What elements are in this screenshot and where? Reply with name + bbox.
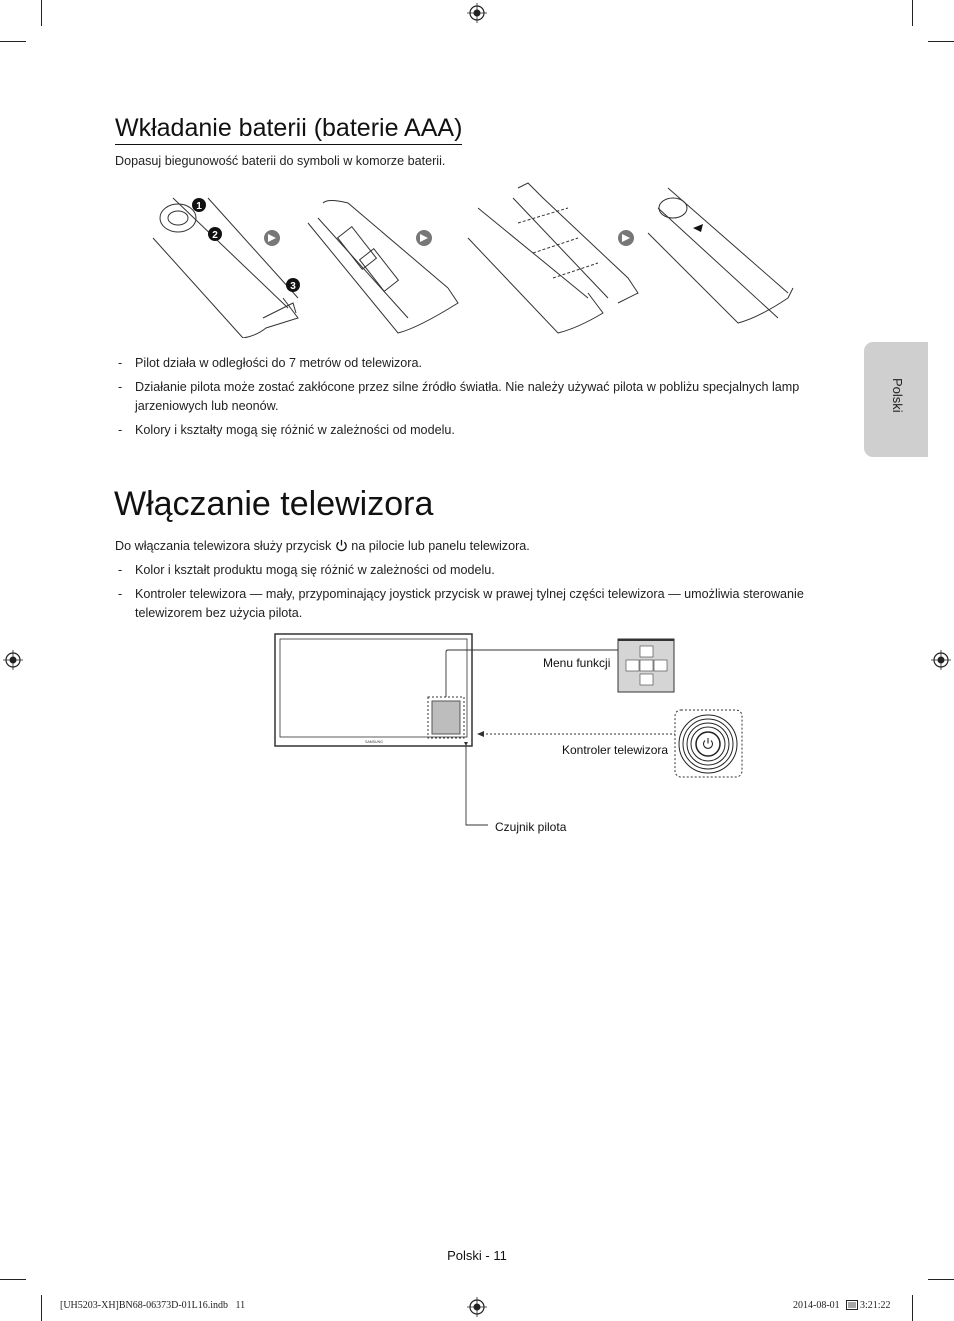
registration-mark-icon xyxy=(931,650,951,670)
crop-mark xyxy=(41,1295,42,1321)
footer-clock-icon xyxy=(846,1300,858,1310)
registration-mark-icon xyxy=(467,1297,487,1317)
battery-note: - Działanie pilota może zostać zakłócone przez silne źródło światła. Nie należy używać pilota w pobliżu specjalnych lamp jarzeniowych lub neonów. xyxy=(118,380,800,413)
crop-mark xyxy=(41,0,42,26)
power-note: - Kontroler telewizora — mały, przypominający joystick przycisk w prawej tylnej części telewizora — umożliwia sterowanie telewizorem bez użycia pilota. xyxy=(118,587,804,620)
footer-time: 3:21:22 xyxy=(860,1300,891,1311)
power-icon xyxy=(335,539,348,552)
battery-intro: Dopasuj biegunowość baterii do symboli w komorze baterii. xyxy=(115,154,446,168)
crop-mark xyxy=(912,0,913,26)
power-section-title: Włączanie telewizora xyxy=(114,485,434,523)
menu-functions-label: Menu funkcji xyxy=(543,656,611,670)
step-2-label: 2 xyxy=(212,230,218,241)
step-1-label: 1 xyxy=(196,201,202,212)
battery-note: - Pilot działa w odległości do 7 metrów od telewizora. xyxy=(118,356,422,370)
remote-sensor-label: Czujnik pilota xyxy=(495,820,567,834)
tv-controller-label: Kontroler telewizora xyxy=(562,743,669,757)
crop-mark xyxy=(912,1295,913,1321)
crop-mark xyxy=(0,1279,26,1280)
power-note: - Kolor i kształt produktu mogą się różnić w zależności od modelu. xyxy=(118,563,495,577)
power-intro: Do włączania telewizora służy przycisk na pilocie lub panelu telewizora. xyxy=(115,539,530,553)
battery-insertion-illustration xyxy=(148,178,808,338)
battery-section-title: Wkładanie baterii (baterie AAA) xyxy=(115,113,462,145)
battery-note: - Kolory i kształty mogą się różnić w zależności od modelu. xyxy=(118,423,455,437)
language-side-tab xyxy=(864,342,928,457)
registration-mark-icon xyxy=(3,650,23,670)
step-3-label: 3 xyxy=(290,281,296,292)
language-side-tab-label: Polski xyxy=(890,378,905,413)
brand-logo: SAMSUNG xyxy=(365,740,383,744)
footer-file-name: [UH5203-XH]BN68-06373D-01L16.indb 11 xyxy=(60,1300,246,1311)
crop-mark xyxy=(928,1279,954,1280)
page-number: Polski - 11 xyxy=(447,1248,507,1263)
tv-controller-diagram xyxy=(270,630,750,840)
crop-mark xyxy=(928,41,954,42)
crop-mark xyxy=(0,41,26,42)
registration-mark-icon xyxy=(467,3,487,23)
footer-date: 2014-08-01 xyxy=(793,1300,840,1311)
